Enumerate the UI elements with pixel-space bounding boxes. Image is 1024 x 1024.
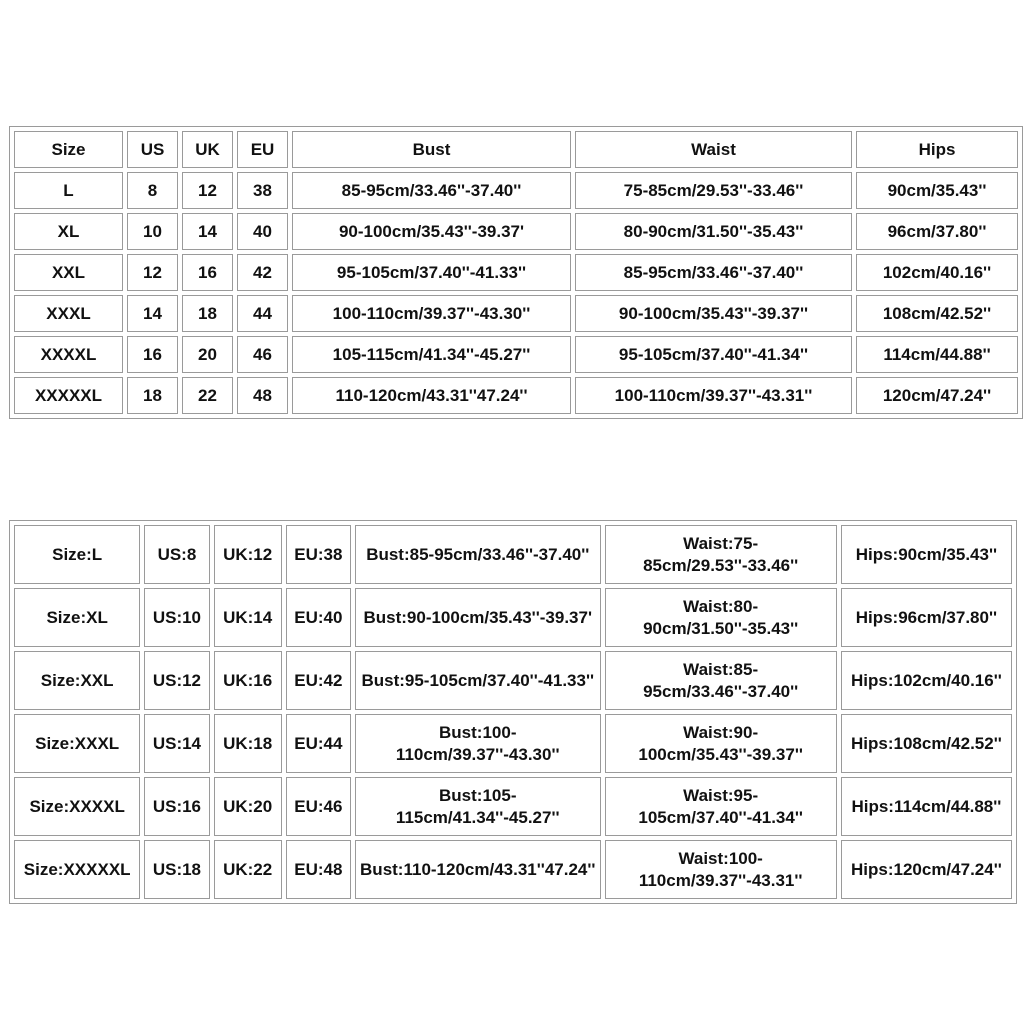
cell-waist <box>605 840 837 899</box>
cell-waist-text: Waist:90-100cm/35.43''-39.37'' <box>638 722 803 764</box>
cell-bust-text: 95-105cm/37.40''-41.33'' <box>336 263 527 282</box>
cell-eu-text: EU:42 <box>294 670 343 690</box>
cell-hips <box>841 651 1012 710</box>
header-bust-text: Bust <box>412 140 451 159</box>
cell-us <box>144 840 209 899</box>
cell-size <box>14 377 123 414</box>
table-row <box>14 840 1012 899</box>
cell-us <box>127 254 178 291</box>
cell-eu <box>286 651 351 710</box>
cell-bust-text: Bust:110-120cm/43.31''47.24'' <box>360 859 596 879</box>
header-eu-text: EU <box>250 140 275 159</box>
header-us <box>127 131 178 168</box>
cell-uk-text: UK:20 <box>223 796 273 816</box>
cell-hips-text: Hips:108cm/42.52'' <box>851 733 1002 753</box>
cell-hips-text: Hips:90cm/35.43'' <box>855 544 998 564</box>
cell-hips <box>841 777 1012 836</box>
cell-us-text: 18 <box>143 386 162 405</box>
cell-waist-text: Waist:85-95cm/33.46''-37.40'' <box>643 659 799 701</box>
cell-waist-text: 100-110cm/39.37''-43.31'' <box>614 386 813 405</box>
cell-us-text: 12 <box>143 263 162 282</box>
table-row <box>14 714 1012 773</box>
cell-waist <box>605 777 837 836</box>
cell-hips <box>841 840 1012 899</box>
cell-eu-text: EU:46 <box>294 796 343 816</box>
cell-waist-text: Waist:95-105cm/37.40''-41.34'' <box>638 785 803 827</box>
cell-size-text: Size:XXXXL <box>29 796 125 816</box>
header-uk <box>182 131 233 168</box>
cell-bust <box>355 777 601 836</box>
cell-eu <box>237 213 288 250</box>
size-chart-table-top <box>9 126 1023 419</box>
cell-bust-text: 110-120cm/43.31''47.24'' <box>335 386 528 405</box>
table-row <box>14 651 1012 710</box>
cell-bust <box>292 295 571 332</box>
cell-uk <box>182 336 233 373</box>
cell-size-text: Size:XXL <box>40 670 114 690</box>
cell-uk <box>182 213 233 250</box>
table-row <box>14 254 1018 291</box>
cell-size-text: XL <box>57 222 80 241</box>
cell-uk-text: UK:18 <box>223 733 273 753</box>
cell-uk-text: 22 <box>198 386 217 405</box>
cell-bust-text: Bust:105-115cm/41.34''-45.27'' <box>395 785 560 827</box>
cell-uk-text: 12 <box>198 181 217 200</box>
header-hips-text: Hips <box>918 140 956 159</box>
header-bust <box>292 131 571 168</box>
cell-uk <box>214 840 282 899</box>
cell-uk-text: UK:12 <box>223 544 273 564</box>
cell-eu-text: 44 <box>253 304 272 323</box>
header-waist-text: Waist <box>691 140 736 159</box>
cell-uk <box>182 377 233 414</box>
cell-size <box>14 172 123 209</box>
cell-hips-text: 114cm/44.88'' <box>883 345 991 364</box>
cell-us <box>127 213 178 250</box>
cell-us <box>127 377 178 414</box>
table-row <box>14 336 1018 373</box>
table-row <box>14 525 1012 584</box>
cell-eu <box>286 840 351 899</box>
cell-bust-text: Bust:90-100cm/35.43''-39.37' <box>363 607 593 627</box>
cell-waist <box>605 651 837 710</box>
header-size <box>14 131 123 168</box>
cell-uk <box>214 714 282 773</box>
cell-hips-text: 102cm/40.16'' <box>882 263 992 282</box>
cell-size-text: L <box>63 181 74 200</box>
cell-eu-text: 38 <box>253 181 272 200</box>
cell-hips <box>856 295 1018 332</box>
cell-hips-text: Hips:120cm/47.24'' <box>851 859 1002 879</box>
cell-us <box>144 651 209 710</box>
cell-eu <box>286 777 351 836</box>
cell-size-text: Size:L <box>52 544 103 564</box>
cell-bust <box>355 651 601 710</box>
cell-hips-text: 108cm/42.52'' <box>882 304 992 323</box>
cell-bust <box>355 588 601 647</box>
cell-us-text: US:14 <box>152 733 202 753</box>
cell-eu <box>237 336 288 373</box>
cell-uk-text: UK:22 <box>223 859 273 879</box>
table-row <box>14 777 1012 836</box>
table-row <box>14 213 1018 250</box>
cell-hips-text: 120cm/47.24'' <box>882 386 992 405</box>
cell-uk <box>182 295 233 332</box>
cell-waist-text: 75-85cm/29.53''-33.46'' <box>623 181 804 200</box>
cell-bust <box>292 254 571 291</box>
header-waist <box>575 131 852 168</box>
cell-uk <box>214 777 282 836</box>
cell-eu-text: EU:48 <box>294 859 343 879</box>
cell-eu <box>237 295 288 332</box>
cell-size <box>14 295 123 332</box>
cell-size-text: XXXXXL <box>34 386 103 405</box>
header-hips <box>856 131 1018 168</box>
cell-eu <box>237 172 288 209</box>
cell-size <box>14 840 140 899</box>
cell-bust-text: 85-95cm/33.46''-37.40'' <box>341 181 522 200</box>
cell-us <box>144 777 209 836</box>
cell-uk <box>214 588 282 647</box>
cell-uk-text: UK:16 <box>223 670 273 690</box>
cell-size <box>14 651 140 710</box>
header-row <box>14 131 1018 168</box>
header-eu <box>237 131 288 168</box>
cell-size <box>14 777 140 836</box>
cell-us-text: US:8 <box>157 544 197 564</box>
cell-us-text: 8 <box>147 181 158 200</box>
cell-hips <box>856 172 1018 209</box>
cell-size <box>14 525 140 584</box>
cell-size <box>14 254 123 291</box>
cell-hips <box>841 714 1012 773</box>
cell-bust-text: 100-110cm/39.37''-43.30'' <box>332 304 531 323</box>
cell-bust <box>292 213 571 250</box>
cell-bust-text: 90-100cm/35.43''-39.37' <box>338 222 525 241</box>
cell-waist-text: 90-100cm/35.43''-39.37'' <box>618 304 809 323</box>
cell-us <box>144 714 209 773</box>
cell-size-text: Size:XL <box>46 607 108 627</box>
cell-bust <box>355 525 601 584</box>
cell-uk-text: 20 <box>198 345 217 364</box>
cell-bust-text: Bust:95-105cm/37.40''-41.33'' <box>361 670 595 690</box>
cell-waist-text: Waist:80-90cm/31.50''-35.43'' <box>643 596 799 638</box>
header-us-text: US <box>140 140 165 159</box>
cell-us-text: US:18 <box>152 859 202 879</box>
cell-waist-text: Waist:75-85cm/29.53''-33.46'' <box>643 533 799 575</box>
cell-eu <box>286 714 351 773</box>
cell-eu-text: 46 <box>253 345 272 364</box>
cell-waist-text: Waist:100-110cm/39.37''-43.31'' <box>638 848 803 890</box>
cell-size-text: Size:XXXL <box>35 733 120 753</box>
cell-hips-text: Hips:96cm/37.80'' <box>855 607 998 627</box>
cell-hips <box>841 525 1012 584</box>
cell-size <box>14 588 140 647</box>
cell-size <box>14 213 123 250</box>
cell-uk-text: 14 <box>198 222 217 241</box>
cell-hips <box>856 213 1018 250</box>
cell-us <box>144 525 209 584</box>
cell-waist <box>575 295 852 332</box>
cell-uk-text: 16 <box>198 263 217 282</box>
cell-waist <box>575 213 852 250</box>
table-row <box>14 295 1018 332</box>
cell-eu <box>237 254 288 291</box>
cell-us-text: 14 <box>143 304 162 323</box>
cell-size-text: XXXL <box>46 304 91 323</box>
cell-waist <box>605 525 837 584</box>
cell-eu-text: EU:38 <box>294 544 343 564</box>
cell-waist <box>575 254 852 291</box>
cell-uk <box>182 254 233 291</box>
cell-size <box>14 714 140 773</box>
table-row <box>14 377 1018 414</box>
cell-hips-text: Hips:102cm/40.16'' <box>851 670 1002 690</box>
cell-waist-text: 85-95cm/33.46''-37.40'' <box>623 263 804 282</box>
cell-uk-text: UK:14 <box>223 607 273 627</box>
cell-size-text: XXXXL <box>40 345 97 364</box>
cell-bust <box>292 336 571 373</box>
cell-eu-text: EU:44 <box>294 733 343 753</box>
cell-bust-text: 105-115cm/41.34''-45.27'' <box>332 345 531 364</box>
cell-us <box>127 295 178 332</box>
cell-uk-text: 18 <box>198 304 217 323</box>
cell-hips <box>856 254 1018 291</box>
cell-size <box>14 336 123 373</box>
cell-uk <box>182 172 233 209</box>
cell-eu <box>237 377 288 414</box>
cell-hips-text: Hips:114cm/44.88'' <box>851 796 1002 816</box>
cell-us <box>144 588 209 647</box>
cell-size-text: XXL <box>51 263 86 282</box>
cell-bust <box>292 377 571 414</box>
cell-us-text: US:10 <box>152 607 202 627</box>
cell-hips <box>841 588 1012 647</box>
cell-us-text: US:16 <box>152 796 202 816</box>
size-chart-table-bottom <box>9 520 1017 904</box>
cell-waist <box>575 336 852 373</box>
cell-hips <box>856 377 1018 414</box>
header-uk-text: UK <box>195 140 220 159</box>
cell-bust <box>355 840 601 899</box>
cell-size-text: Size:XXXXXL <box>23 859 131 879</box>
cell-eu-text: 48 <box>253 386 272 405</box>
cell-eu <box>286 588 351 647</box>
cell-bust <box>355 714 601 773</box>
cell-waist-text: 80-90cm/31.50''-35.43'' <box>623 222 804 241</box>
cell-uk <box>214 525 282 584</box>
cell-us-text: US:12 <box>152 670 202 690</box>
cell-us <box>127 172 178 209</box>
cell-waist <box>605 714 837 773</box>
table-row <box>14 172 1018 209</box>
cell-eu-text: EU:40 <box>294 607 343 627</box>
cell-eu <box>286 525 351 584</box>
table-row <box>14 588 1012 647</box>
cell-hips-text: 96cm/37.80'' <box>887 222 987 241</box>
cell-uk <box>214 651 282 710</box>
cell-bust <box>292 172 571 209</box>
header-size-text: Size <box>51 140 86 159</box>
cell-waist <box>575 172 852 209</box>
cell-waist <box>605 588 837 647</box>
cell-us-text: 16 <box>143 345 162 364</box>
cell-waist-text: 95-105cm/37.40''-41.34'' <box>618 345 809 364</box>
cell-eu-text: 42 <box>253 263 272 282</box>
cell-bust-text: Bust:85-95cm/33.46''-37.40'' <box>366 544 590 564</box>
cell-waist <box>575 377 852 414</box>
cell-eu-text: 40 <box>253 222 272 241</box>
cell-hips <box>856 336 1018 373</box>
cell-us-text: 10 <box>143 222 162 241</box>
cell-us <box>127 336 178 373</box>
cell-bust-text: Bust:100-110cm/39.37''-43.30'' <box>395 722 560 764</box>
cell-hips-text: 90cm/35.43'' <box>887 181 987 200</box>
